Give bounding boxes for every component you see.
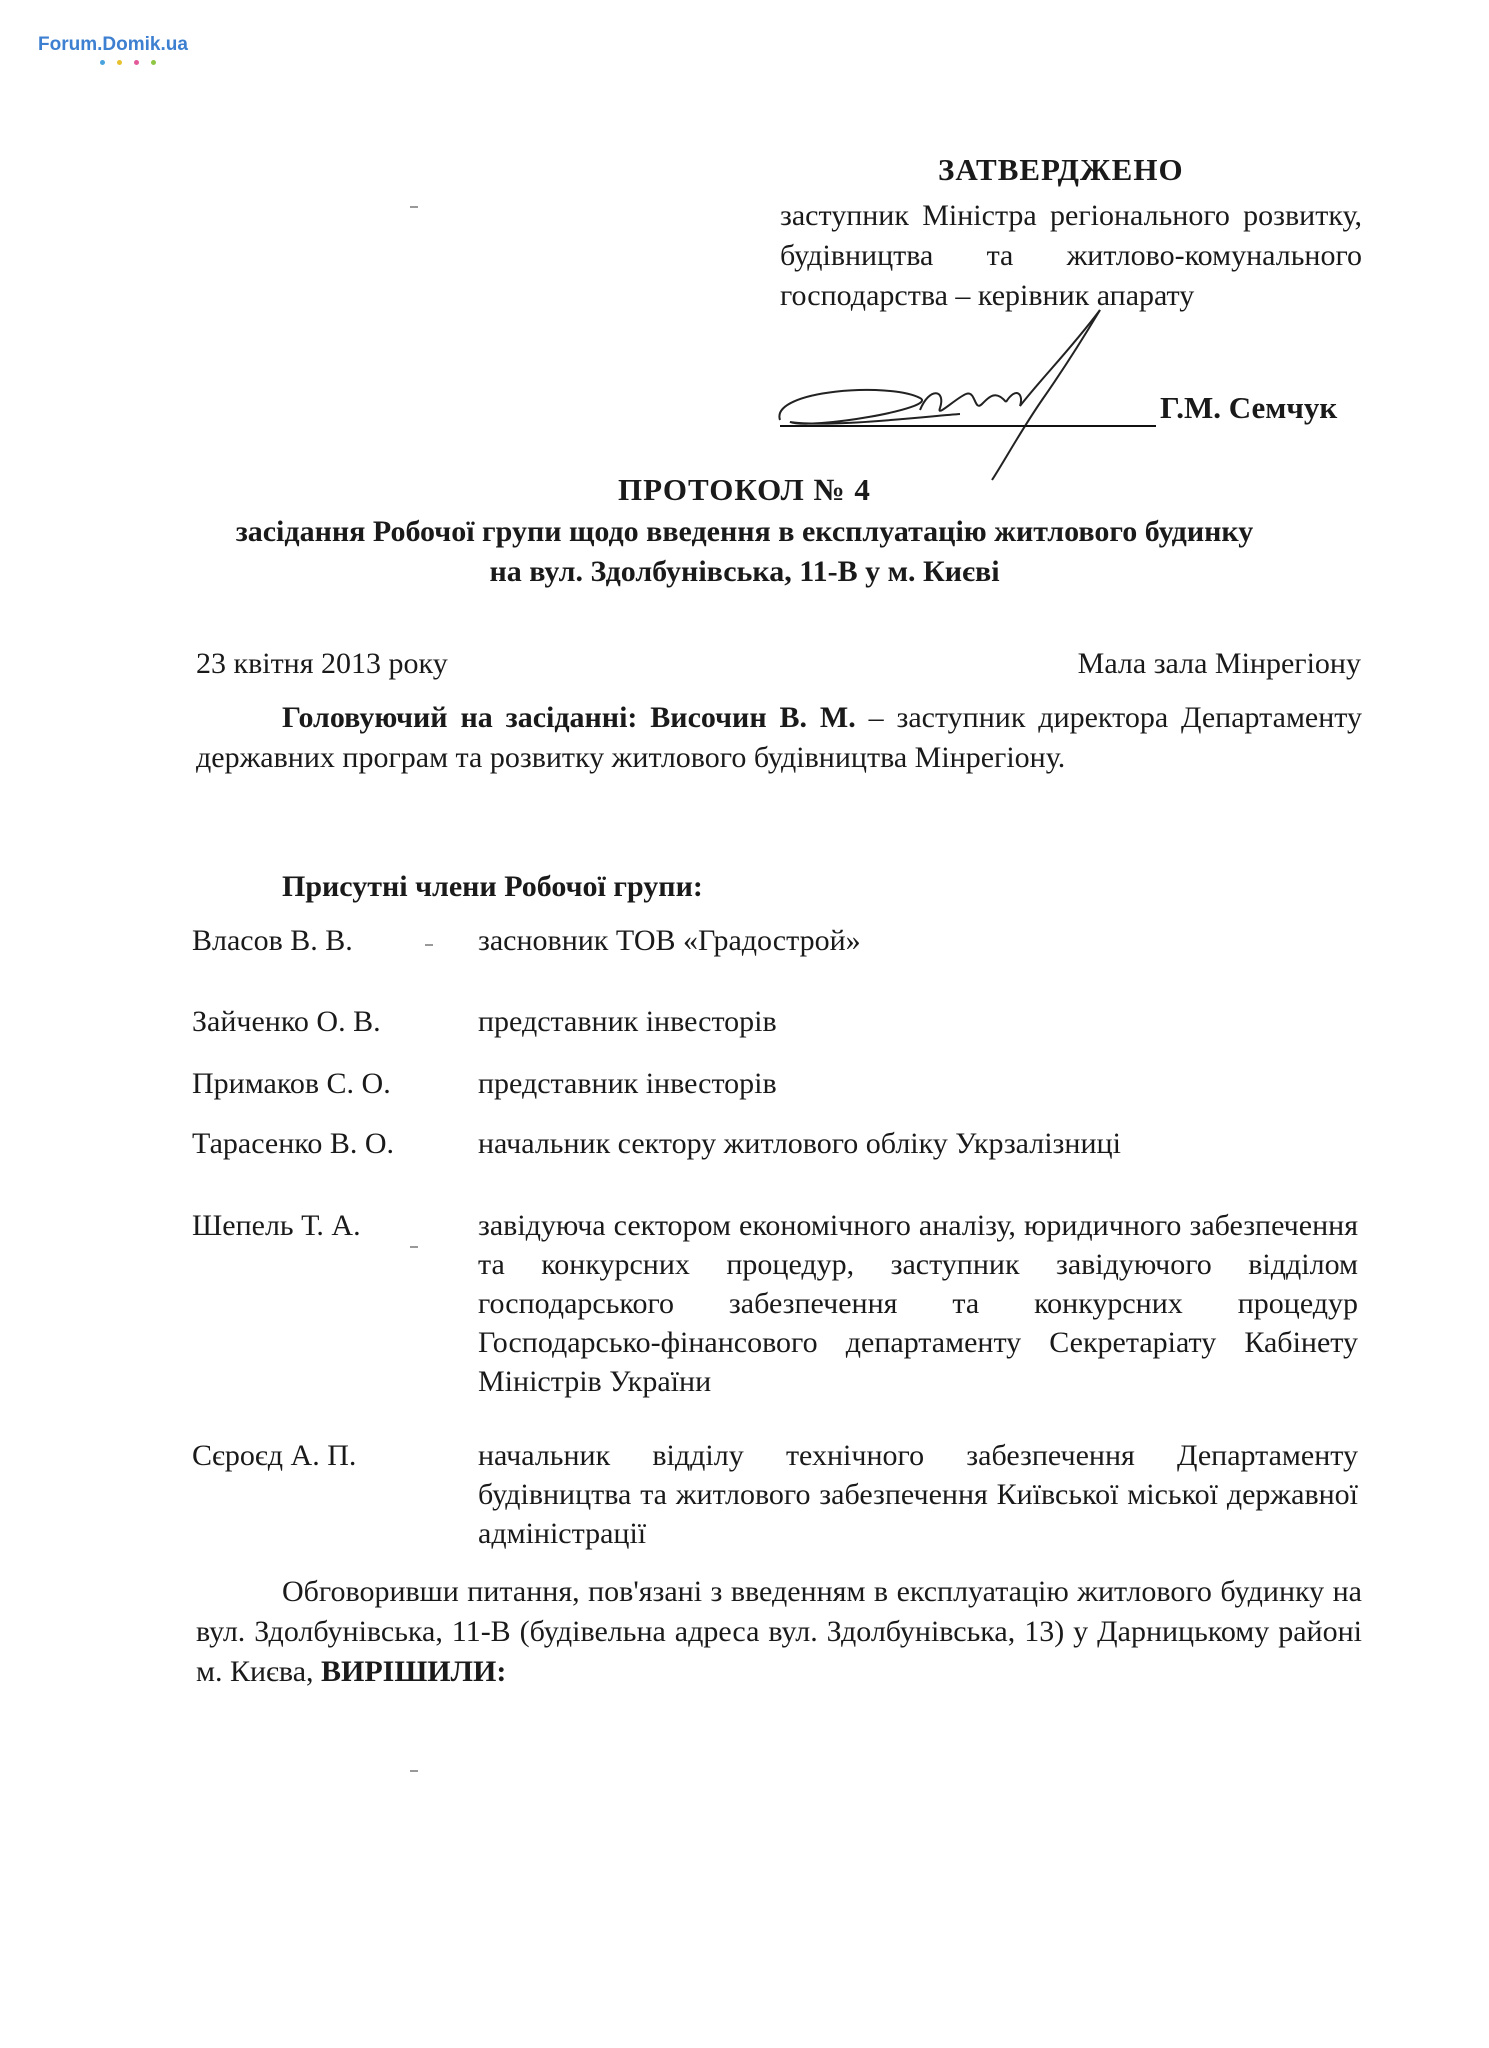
protocol-subtitle-2: на вул. Здолбунівська, 11-В у м. Києві — [489, 555, 1000, 588]
scan-speck — [410, 1770, 418, 1772]
member-role: представник інвесторів — [478, 1067, 777, 1100]
watermark-dot — [117, 60, 122, 65]
member-role: представник інвесторів — [478, 1005, 777, 1038]
watermark-dot — [100, 60, 105, 65]
approval-heading: ЗАТВЕРДЖЕНО — [938, 152, 1184, 187]
protocol-subtitle-1: засідання Робочої групи щодо введення в експлуатацію житлового будинку — [235, 515, 1254, 548]
signature-line — [780, 425, 1156, 427]
decision-emphasis: ВИРІШИЛИ: — [321, 1655, 507, 1688]
decision-text: Обговоривши питання, пов'язані з введенням в експлуатацію житлового будинку на вул. Здолбунівська, 11-В (будівельна адреса вул. Здолбунівська, 13) у Дарницькому районі м. Києва, — [196, 1575, 1362, 1688]
signature-image — [770, 290, 1150, 490]
signatory-name: Г.М. Семчук — [1160, 390, 1338, 425]
watermark-dot — [151, 60, 156, 65]
protocol-title: ПРОТОКОЛ № 4 — [618, 472, 871, 507]
chair-paragraph — [196, 698, 1362, 778]
member-role: завідуюча сектором економічного аналізу, юридичного забезпечення та конкурсних процедур, заступник завідуючого відділом господарського забезпечення та конкурсних процедур Господарсько-фінансового департаменту Секретаріату Кабінету Міністрів України — [478, 1209, 1358, 1398]
scan-speck — [425, 944, 433, 946]
watermark-logo: Forum.Domik.ua — [38, 34, 188, 55]
watermark-dots — [100, 60, 156, 65]
approval-position: заступник Міністра регіонального розвитку, будівництва та житлово-комунального господарства – керівник апарату — [780, 199, 1362, 312]
scan-speck — [410, 1246, 418, 1248]
member-name: Тарасенко В. О. — [192, 1127, 394, 1160]
chair-label: Головуючий на засіданні: Височин В. М. — [282, 701, 856, 734]
scan-speck — [410, 206, 418, 208]
member-name: Шепель Т. А. — [192, 1209, 361, 1242]
decision-paragraph — [196, 1572, 1362, 1692]
member-name: Власов В. В. — [192, 924, 353, 957]
chair-text: – заступник директора Департаменту державних програм та розвитку житлового будівництва Мінрегіону. — [196, 701, 1363, 774]
member-name: Зайченко О. В. — [192, 1005, 381, 1038]
member-role: начальник відділу технічного забезпечення Департаменту будівництва та житлового забезпечення Київської міської державної адміністрації — [478, 1439, 1358, 1550]
member-name: Примаков С. О. — [192, 1067, 391, 1100]
member-role: засновник ТОВ «Градострой» — [478, 924, 861, 957]
member-role: начальник сектору житлового обліку Укрзалізниці — [478, 1127, 1121, 1160]
members-heading: Присутні члени Робочої групи: — [282, 870, 703, 903]
meeting-place: Мала зала Мінрегіону — [1077, 647, 1361, 680]
meeting-date: 23 квітня 2013 року — [196, 647, 448, 680]
watermark-dot — [134, 60, 139, 65]
member-name: Сєроєд А. П. — [192, 1439, 357, 1472]
